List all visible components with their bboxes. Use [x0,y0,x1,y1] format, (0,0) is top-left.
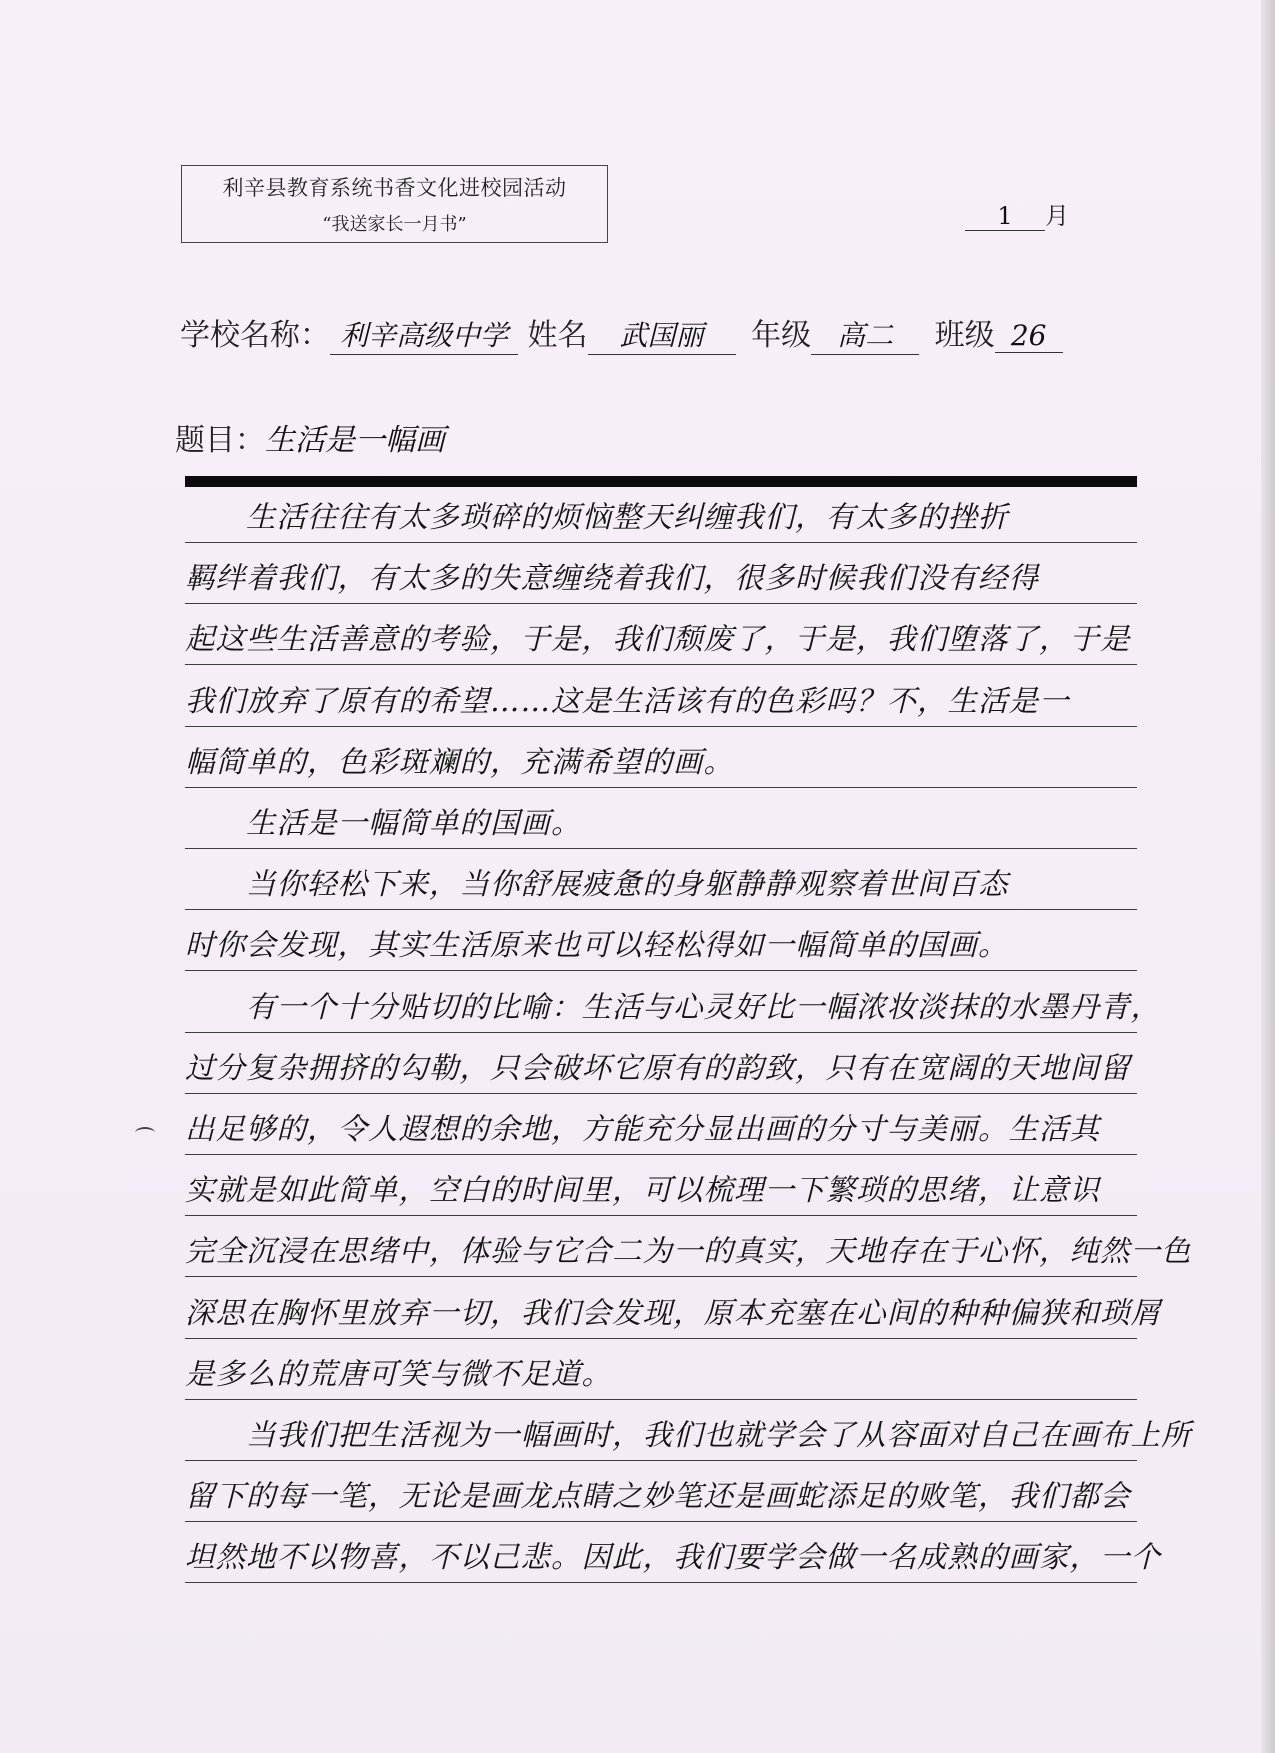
essay-line [185,1337,1137,1400]
name-label: 姓名 [527,318,588,353]
activity-title: 利辛县教育系统书香文化进校园活动 [222,176,567,200]
class-value: 26 [995,319,1063,353]
essay-line [185,602,1137,665]
essay-line-text: 坦然地不以物喜，不以己悲。因此，我们要学会做一名成熟的画家，一个 [185,1540,1162,1575]
title-label: 题目： [175,423,265,458]
essay-line-text: 羁绊着我们，有太多的失意缠绕着我们，很多时候我们没有经得 [185,561,1040,596]
essay-line [185,970,1162,1033]
essay-line [185,541,1137,604]
essay-line-text: 幅简单的，色彩斑斓的，充满希望的画。 [185,744,735,779]
class-label: 班级 [934,318,995,353]
essay-line-text: 出足够的，令人遐想的余地，方能充分显出画的分寸与美丽。生活其 [185,1112,1101,1146]
activity-subtitle: “我送家长一月书” [322,214,467,235]
essay-line-text: 是多么的荒唐可笑与微不足道。 [185,1356,613,1391]
essay-line [185,1214,1192,1277]
essay-line [185,1092,1137,1155]
grade-label: 年级 [751,318,812,353]
essay-line [185,1459,1137,1522]
essay-line-text: 当你轻松下来，当你舒展疲惫的身躯静静观察着世间百态 [185,867,1009,902]
essay-line-text: 实就是如此简单，空白的时间里，可以梳理一下繁琐的思绪，让意识 [185,1173,1101,1208]
margin-pen-mark [135,1127,155,1139]
essay-line [185,1398,1192,1461]
essay-line-text: 生活是一幅简单的国画。 [185,806,582,840]
month-unit: 月 [1045,202,1069,230]
essay-line-text: 时你会发现，其实生活原来也可以轻松得如一幅简单的国画。 [185,928,1009,963]
title-value: 生活是一幅画 [265,423,445,458]
essay-line [185,1031,1137,1094]
essay-line [185,1276,1162,1339]
scan-edge [1261,0,1275,1753]
essay-line [185,664,1137,727]
essay-line [185,1520,1162,1583]
name-value: 武国丽 [588,314,736,355]
essay-line-text: 过分复杂拥挤的勾勒，只会破坏它原有的韵致，只有在宽阔的天地间留 [185,1050,1131,1085]
essay-line-text: 我们放弃了原有的希望……这是生活该有的色彩吗？不，生活是一 [185,683,1070,718]
essay-line [185,725,1137,788]
essay-line [185,786,1137,849]
essay-line [185,847,1137,910]
school-value: 利辛高级中学 [330,314,518,355]
essay-line [185,908,1137,971]
essay-line-text: 当我们把生活视为一幅画时，我们也就学会了从容面对自己在画布上所 [185,1418,1192,1452]
essay-line-text: 深思在胸怀里放弃一切，我们会发现，原本充塞在心间的种种偏狭和琐屑 [185,1295,1162,1330]
essay-line [185,1153,1137,1216]
essay-line-text: 有一个十分贴切的比喻：生活与心灵好比一幅浓妆淡抹的水墨丹青， [185,989,1162,1024]
essay-line-text: 留下的每一笔，无论是画龙点睛之妙笔还是画蛇添足的败笔，我们都会 [185,1479,1131,1514]
essay-line [185,480,1137,543]
essay-line-text: 起这些生活善意的考验，于是，我们颓废了，于是，我们堕落了，于是 [185,622,1131,657]
month-value: 1 [965,202,1045,231]
essay-line-text: 完全沉浸在思绪中，体验与它合二为一的真实，天地存在于心怀，纯然一色 [185,1234,1192,1269]
school-label: 学校名称： [180,318,330,353]
ruled-lines [185,0,1192,1753]
essay-line-text: 生活往往有太多琐碎的烦恼整天纠缠我们，有太多的挫折 [185,500,1009,534]
grade-value: 高二 [811,314,919,355]
